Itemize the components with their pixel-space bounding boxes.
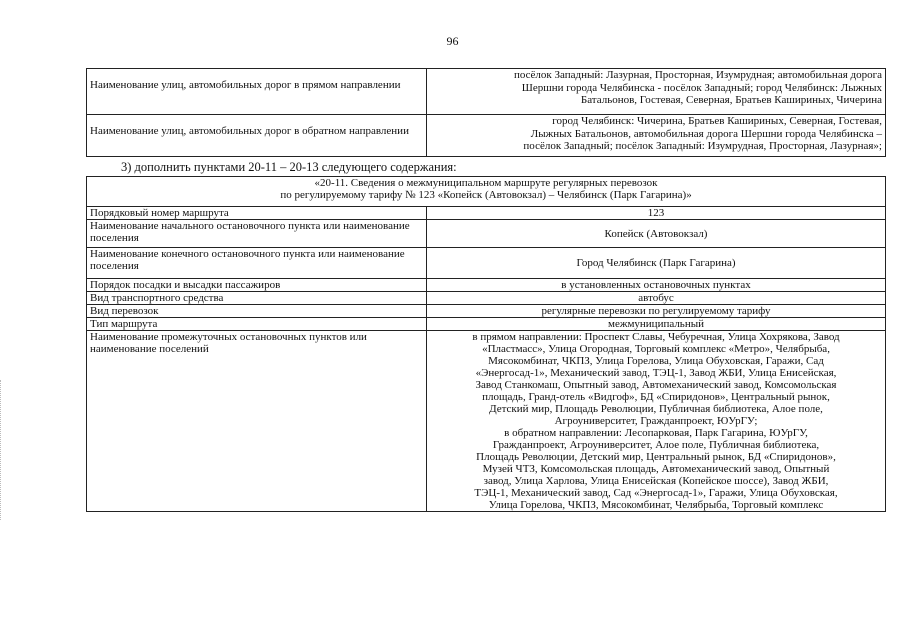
row-value: Город Челябинск (Парк Гагарина)	[427, 248, 886, 279]
table-row	[87, 248, 886, 279]
stops-line: «Пластмасс», Улица Огородная, Торговый комплекс «Метро», Челябрыба,	[482, 343, 830, 355]
stops-line: Агроуниверситет, Гражданпроект, ЮУрГУ;	[554, 415, 758, 427]
row-value	[427, 69, 886, 115]
table-header-row	[87, 177, 886, 207]
row-label: Наименование улиц, автомобильных дорог в прямом направлении	[87, 69, 427, 115]
row-label: Вид перевозок	[87, 305, 427, 318]
row-value: в установленных остановочных пунктах	[427, 279, 886, 292]
stops-line: Гражданпроект, Агроуниверситет, Алое поле, Публичная библиотека,	[492, 439, 820, 451]
header-line: по регулируемому тарифу № 123 «Копейск (Автовокзал) – Челябинск (Парк Гагарина)»	[280, 189, 692, 201]
header-line: «20-11. Сведения о межмуниципальном маршруте регулярных перевозок	[314, 177, 658, 189]
value-line: Шершни города Челябинска - посёлок Западный; город Челябинск: Лыжных	[521, 81, 882, 94]
table-row	[87, 279, 886, 292]
stops-line: Музей ЧТЗ, Комсомольская площадь, Автомеханический завод, Опытный	[482, 463, 830, 475]
table-row	[87, 207, 886, 220]
row-value: автобус	[427, 292, 886, 305]
row-label: Наименование промежуточных остановочных пунктов или наименование поселений	[87, 331, 427, 512]
row-label: Порядковый номер маршрута	[87, 207, 427, 220]
value-line: посёлок Западный: Лазурная, Просторная, Изумрудная; автомобильная дорога	[513, 69, 882, 81]
row-label: Вид транспортного средства	[87, 292, 427, 305]
intro-text: 3) дополнить пунктами 20-11 – 20-13 следующего содержания:	[121, 160, 457, 174]
stops-line: в прямом направлении: Проспект Славы, Чебуречная, Улица Хохрякова, Завод	[472, 331, 840, 343]
row-value: регулярные перевозки по регулируемому тарифу	[427, 305, 886, 318]
table-row	[87, 115, 886, 157]
route-table-header	[87, 177, 886, 207]
page-number: 96	[446, 34, 459, 48]
row-value: межмуниципальный	[427, 318, 886, 331]
table-row	[87, 69, 886, 115]
row-label: Тип маршрута	[87, 318, 427, 331]
value-line: Батальонов, Гостевая, Северная, Братьев Кашириных, Чичерина	[580, 94, 882, 106]
stops-line: Детский мир, Площадь Революции, Публичная библиотека, Алое поле,	[489, 403, 823, 415]
row-label: Наименование начального остановочного пункта или наименование поселения	[87, 220, 427, 248]
table-row	[87, 318, 886, 331]
route-table	[86, 176, 886, 512]
table-row	[87, 220, 886, 248]
stops-line: в обратном направлении: Лесопарковая, Парк Гагарина, ЮУрГУ,	[504, 427, 808, 439]
stops-line: площадь, Гранд-отель «Видгоф», БД «Спиридонов», Центральный рынок,	[482, 391, 830, 403]
value-line: Лыжных Батальонов, автомобильная дорога Шершни города Челябинска –	[530, 127, 882, 140]
top-table	[86, 68, 886, 157]
row-value: 123	[427, 207, 886, 220]
row-label: Наименование конечного остановочного пункта или наименование поселения	[87, 248, 427, 279]
scan-margin-mark	[0, 380, 2, 520]
stops-line: Улица Горелова, ЧКПЗ, Мясокомбинат, Челябрыба, Торговый комплекс	[488, 499, 824, 511]
row-value: Копейск (Автовокзал)	[427, 220, 886, 248]
stops-line: Завод Станкомаш, Опытный завод, Автомеханический завод, Комсомольская	[475, 379, 837, 391]
stops-line: Мясокомбинат, ЧКПЗ, Улица Горелова, Улица Обуховская, Гаражи, Сад	[488, 355, 824, 367]
table-row	[87, 292, 886, 305]
value-line: посёлок Западный; посёлок Западный: Изумрудная, Просторная, Лазурная»;	[523, 140, 882, 152]
table-row	[87, 331, 886, 512]
stops-list	[427, 331, 886, 512]
stops-line: Площадь Революции, Детский мир, Центральный рынок, БД «Спиридонов»,	[476, 451, 836, 463]
stops-line: ТЭЦ-1, Механический завод, Сад «Энергосад-1», Гаражи, Улица Обуховская,	[474, 487, 838, 499]
table-row	[87, 305, 886, 318]
value-line: город Челябинск: Чичерина, Братьев Кашириных, Северная, Гостевая,	[552, 115, 882, 127]
row-label: Наименование улиц, автомобильных дорог в обратном направлении	[87, 115, 427, 157]
stops-line: завод, Улица Харлова, Улица Енисейская (Копейское шоссе), Завод ЖБИ,	[483, 475, 829, 487]
row-value	[427, 115, 886, 157]
stops-line: «Энергосад-1», Механический завод, ТЭЦ-1, Завод ЖБИ, Улица Енисейская,	[475, 367, 837, 379]
row-label: Порядок посадки и высадки пассажиров	[87, 279, 427, 292]
